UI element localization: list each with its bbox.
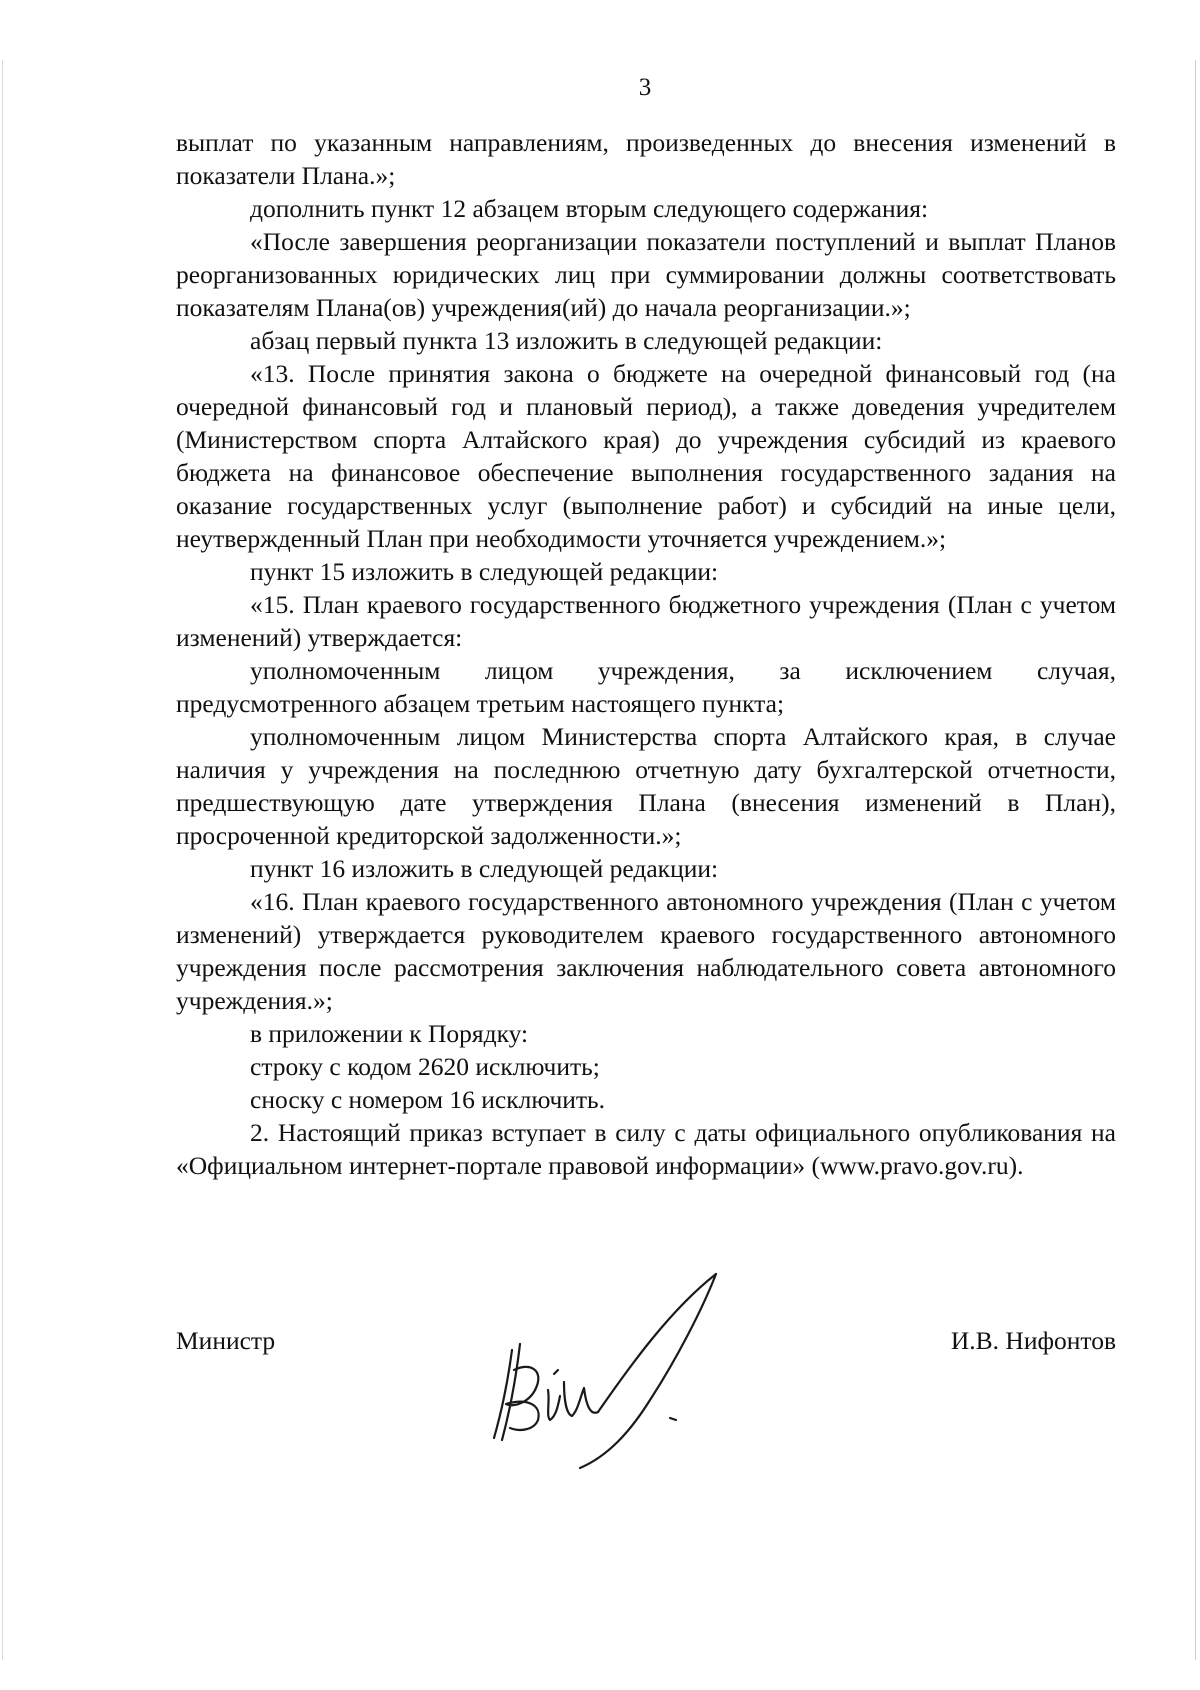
paragraph-point-13-text: «13. После принятия закона о бюджете на очередной финансовый год (на очередной финансовый год и плановый период), а также доведения учредителем (Министерством спорта Алтайского края) до учреждения субсидий из краевого бюджета на финансовое обеспечение выполнения государственного задания на оказание государственных услуг (выполнение работ) и субсидий на иные цели, неутвержденный План при необходимости уточняется учреждением.»; (176, 359, 1116, 553)
scan-edge-left (2, 60, 3, 1660)
paragraph-amend-point-15: пункт 15 изложить в следующей редакции: (250, 557, 719, 586)
signatory-position: Министр (176, 1326, 276, 1355)
paragraph-amend-point-13: абзац первый пункта 13 изложить в следующей редакции: (250, 326, 883, 355)
paragraph-continuation: выплат по указанным направлениям, произведенных до внесения изменений в показатели Плана.»; (176, 128, 1116, 190)
paragraph-amend-point-16: пункт 16 изложить в следующей редакции: (250, 854, 719, 883)
paragraph-appendix: в приложении к Порядку: (250, 1019, 529, 1048)
paragraph-reorganization: «После завершения реорганизации показатели поступлений и выплат Планов реорганизованных юридических лиц при суммировании должны соответствовать показателям Плана(ов) учреждения(ий) до начала реорганизации.»; (176, 227, 1116, 322)
document-body (176, 126, 1116, 1182)
signature-row (176, 1326, 1116, 1366)
paragraph-remove-footnote: сноску с номером 16 исключить. (250, 1085, 606, 1114)
paragraph-authorized-person: уполномоченным лицом учреждения, за исключением случая, предусмотренного абзацем третьим настоящего пункта; (176, 656, 1116, 718)
paragraph-ministry-person: уполномоченным лицом Министерства спорта Алтайского края, в случае наличия у учреждения на последнюю отчетную дату бухгалтерской отчетности, предшествующую дате утверждения Плана (внесения изменений в План), просроченной кредиторской задолженности.»; (176, 722, 1116, 850)
paragraph-amend-point-12: дополнить пункт 12 абзацем вторым следующего содержания: (250, 194, 929, 223)
paragraph-point-16-text: «16. План краевого государственного автономного учреждения (План с учетом изменений) утверждается руководителем краевого государственного автономного учреждения после рассмотрения заключения наблюдательного совета автономного учреждения.»; (176, 887, 1116, 1015)
page-number: 3 (638, 74, 652, 101)
signatory-name: И.В. Нифонтов (950, 1326, 1116, 1355)
handwritten-signature (480, 1270, 740, 1470)
scan-edge-right (1195, 60, 1196, 1660)
paragraph-point-15-text: «15. План краевого государственного бюджетного учреждения (План с учетом изменений) утверждается: (176, 590, 1116, 652)
paragraph-entry-into-force: 2. Настоящий приказ вступает в силу с даты официального опубликования на «Официальном интернет-портале правовой информации» (www.pravo.gov.ru). (176, 1118, 1116, 1180)
paragraph-remove-row: строку с кодом 2620 исключить; (250, 1052, 600, 1081)
